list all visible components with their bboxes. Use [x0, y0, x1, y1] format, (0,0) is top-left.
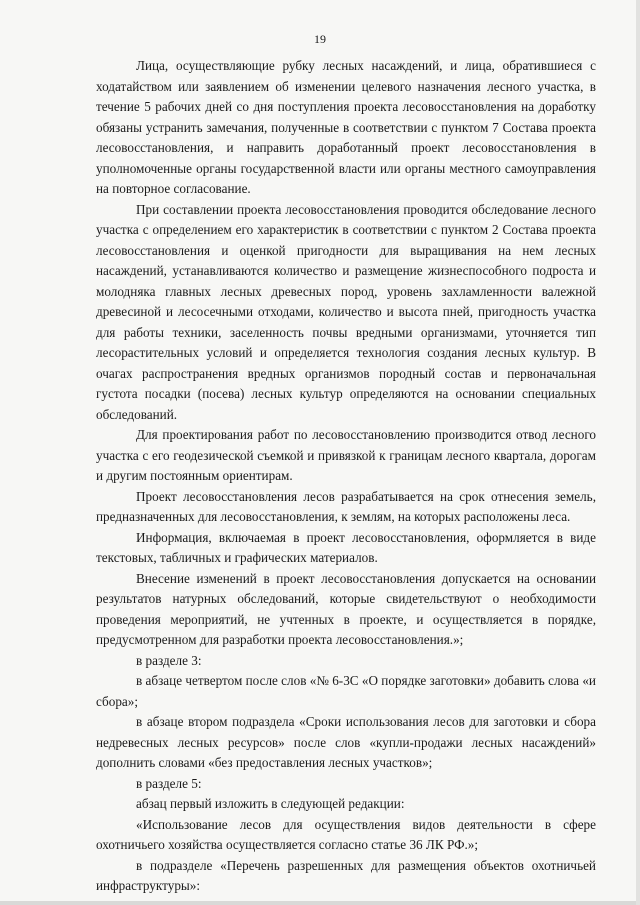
paragraph: Лица, осуществляющие рубку лесных насаждений, и лица, обратившиеся с ходатайством или заявлением об изменении целевого назначения лесного участка, в течение 5 рабочих дней со дня поступления проекта лесовосстановления на доработку обязаны устранить замечания, полученные в соответствии с пунктом 7 Состава проекта лесовосстановления, и направить доработанный проект лесовосстановления в уполномоченные органы государственной власти или органы местного самоуправления на повторное согласование. [96, 58, 596, 196]
paragraph: в разделе 3: [136, 652, 202, 668]
paragraph: в абзаце втором подраздела «Сроки использования лесов для заготовки и сбора недревесных лесных ресурсов» после слов «купли-продажи лесных насаждений» дополнить словами «без предоставления лесных участков»; [96, 714, 596, 770]
page-number: 19 [314, 32, 326, 46]
paragraph: в подразделе «Перечень разрешенных для размещения объектов охотничьей инфраструктуры»: [96, 857, 596, 893]
paragraph: в абзаце четвертом после слов «№ 6-3С «О порядке заготовки» добавить слова «и сбора»; [96, 673, 596, 709]
paragraph: Для проектирования работ по лесовосстановлению производится отвод лесного участка с его геодезической съемкой и привязкой к границам лесного квартала, дорогам и другим постоянным ориентирам. [96, 427, 596, 483]
page-bottom-edge [0, 901, 640, 905]
paragraph: в разделе 5: [136, 775, 202, 791]
paragraph: «Использование лесов для осуществления видов деятельности в сфере охотничьего хозяйства осуществляется согласно статье 36 ЛК РФ.»; [96, 816, 596, 852]
paragraph: При составлении проекта лесовосстановления проводится обследование лесного участка с определением его характеристик в соответствии с пунктом 2 Состава проекта лесовосстановления и оценкой пригодности для выращивания на нем лесных насаждений, устанавливаются количество и размещение жизнеспособного подроста и молодняка главных лесных древесных пород, уровень захламленности валежной древесиной и лесосечными отходами, количество и высота пней, пригодность участка для работы техники, заселенность почвы вредными организмами, уточняется тип лесорастительных условий и определяется технология создания лесных культур. В очагах распространения вредных организмов породный состав и первоначальная густота посадки (посева) лесных культур определяются на основании специальных обследований. [96, 201, 596, 422]
page-right-edge [636, 0, 640, 905]
paragraph: абзац первый изложить в следующей редакции: [136, 796, 405, 811]
paragraph: Проект лесовосстановления лесов разрабатывается на срок отнесения земель, предназначенных для лесовосстановления, к землям, на которых расположены леса. [96, 488, 596, 524]
paragraph: Информация, включаемая в проект лесовосстановления, оформляется в виде текстовых, табличных и графических материалов. [96, 529, 596, 565]
paragraph: Внесение изменений в проект лесовосстановления допускается на основании результатов натурных обследований, которые свидетельствуют о необходимости проведения мероприятий, не учтенных в проекте, и осуществляется в порядке, предусмотренном для разработки проекта лесовосстановления.»; [96, 570, 596, 647]
document-body [96, 56, 596, 897]
